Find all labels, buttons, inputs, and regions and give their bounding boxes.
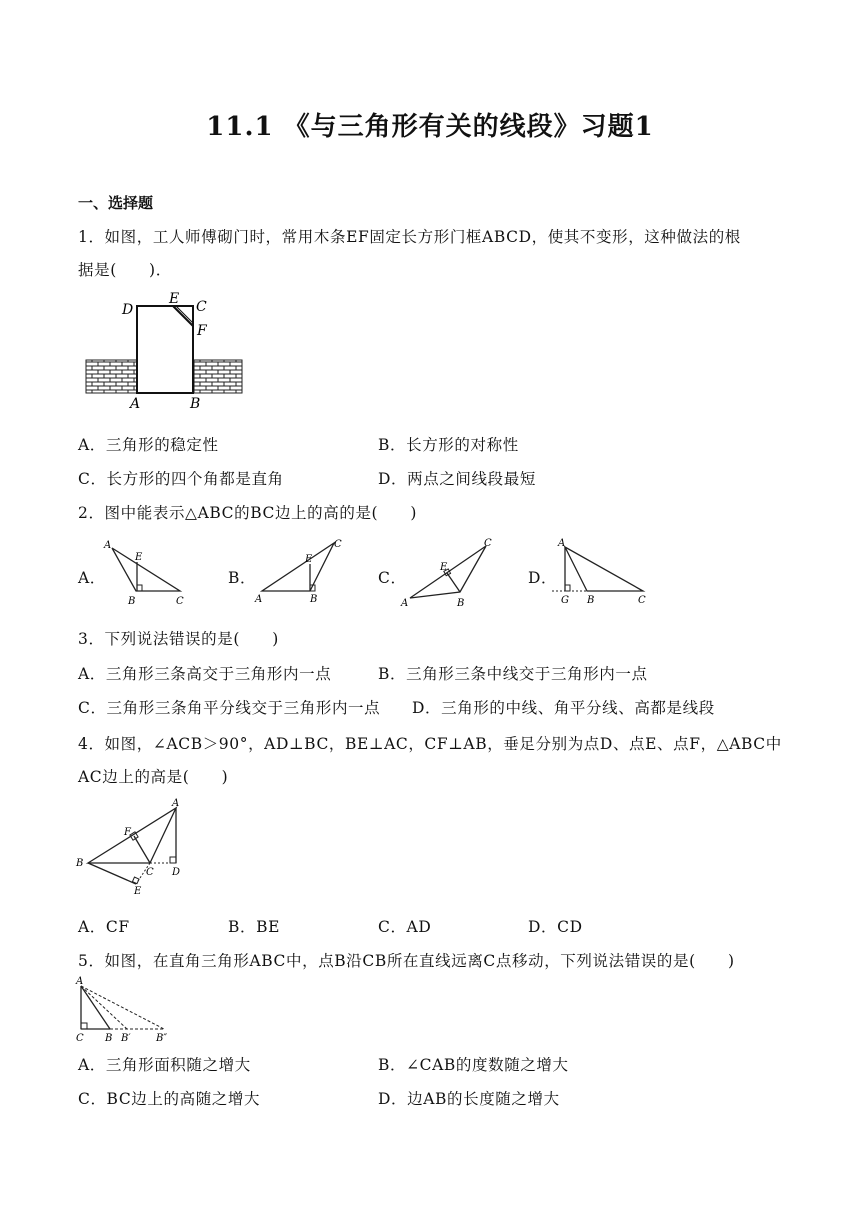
q2-option-c[interactable]: C． <box>378 569 407 587</box>
segment-ab-double-prime <box>81 986 164 1029</box>
q4-label-f: F <box>124 827 131 838</box>
fig-a-label-e: E <box>135 552 143 563</box>
q5-option-d[interactable]: D．边AB的长度随之增大 <box>378 1090 560 1108</box>
fig-b-label-b: B <box>310 594 318 605</box>
brick-wall-left <box>86 360 138 393</box>
page-title: 11.1 《与三角形有关的线段》习题1 <box>206 112 654 142</box>
triangle-abc <box>262 543 334 591</box>
triangle-abc <box>565 547 643 591</box>
q5-option-b[interactable]: B．∠CAB的度数随之增大 <box>378 1056 569 1074</box>
q5-option-c[interactable]: C．BC边上的高随之增大 <box>78 1090 261 1108</box>
fig-d-label-a: A <box>558 538 566 549</box>
q3-option-c[interactable]: C．三角形三条角平分线交于三角形内一点 <box>78 699 381 717</box>
q5-label-b-prime: B′ <box>121 1033 131 1044</box>
q4-stem-line2: AC边上的高是( ) <box>78 768 229 786</box>
fig-c-label-b: B <box>457 598 465 609</box>
label-c: C <box>196 299 207 315</box>
q5-stem: 5．如图，在直角三角形ABC中，点B沿CB所在直线远离C点移动，下列说法错误的是( ) <box>78 952 735 970</box>
label-d: D <box>122 302 134 318</box>
fig-c-label-c: C <box>484 538 492 549</box>
right-angle-mark <box>137 585 142 591</box>
triangle-abc <box>112 548 180 591</box>
q5-label-b: B <box>105 1033 113 1044</box>
q4-triangle-figure <box>74 794 192 896</box>
fig-a-label-c: C <box>176 596 184 606</box>
q1-option-c[interactable]: C．长方形的四个角都是直角 <box>78 470 284 488</box>
right-angle-mark-d <box>170 857 176 863</box>
fig-b-label-a: A <box>255 594 263 605</box>
q4-label-c: C <box>146 867 154 878</box>
fig-b-label-c: C <box>334 539 342 550</box>
q5-label-b-double-prime: B″ <box>156 1033 168 1044</box>
q4-label-a: A <box>172 798 180 809</box>
fig-d-label-c: C <box>638 595 646 606</box>
q1-stem-line1: 1．如图，工人师傅砌门时，常用木条EF固定长方形门框ABCD，使其不变形，这种做法的根 <box>78 228 741 246</box>
q4-label-e: E <box>134 886 142 896</box>
segment-ab-prime <box>81 986 127 1029</box>
q4-option-d[interactable]: D．CD <box>528 918 583 936</box>
fig-a-label-b: B <box>128 596 136 606</box>
q1-door-figure <box>80 290 250 412</box>
q3-option-d[interactable]: D．三角形的中线、角平分线、高都是线段 <box>412 699 715 717</box>
label-f: F <box>197 323 207 339</box>
q4-option-b[interactable]: B．BE <box>228 918 280 936</box>
q4-option-a[interactable]: A．CF <box>78 918 130 936</box>
right-angle-mark <box>565 585 570 591</box>
q4-label-b: B <box>76 858 84 869</box>
brick-wall-right <box>194 360 242 393</box>
q5-triangle-figure <box>72 974 182 1044</box>
q2-figure-a <box>98 538 193 606</box>
q5-option-a[interactable]: A．三角形面积随之增大 <box>78 1056 251 1074</box>
q2-option-a[interactable]: A． <box>78 569 106 587</box>
q1-option-d[interactable]: D．两点之间线段最短 <box>378 470 536 488</box>
triangle-abc <box>88 808 176 863</box>
door-frame-rect <box>137 306 193 393</box>
right-angle-mark <box>81 1023 87 1029</box>
segment-be <box>88 863 136 884</box>
q1-option-b[interactable]: B．长方形的对称性 <box>378 436 519 454</box>
triangle-abc <box>410 546 486 598</box>
fig-d-label-g: G <box>561 595 569 606</box>
q2-stem: 2．图中能表示△ABC的BC边上的高的是( ) <box>78 504 418 522</box>
q2-option-b[interactable]: B． <box>228 569 257 587</box>
q2-figure-b <box>250 538 345 606</box>
fig-c-label-a: A <box>401 598 409 609</box>
q4-label-d: D <box>172 867 181 878</box>
segment-cf <box>134 836 150 863</box>
q2-option-d[interactable]: D． <box>528 569 558 587</box>
label-e: E <box>169 291 180 307</box>
fig-c-label-e: E <box>440 562 448 573</box>
q1-stem-line2: 据是( )． <box>78 261 172 279</box>
q1-option-a[interactable]: A．三角形的稳定性 <box>78 436 219 454</box>
label-a: A <box>130 396 141 412</box>
q5-label-c: C <box>76 1033 84 1044</box>
fig-a-label-a: A <box>104 540 112 551</box>
q2-figure-c <box>398 538 498 610</box>
segment-be <box>447 573 460 592</box>
fig-d-label-b: B <box>587 595 595 606</box>
q3-option-b[interactable]: B．三角形三条中线交于三角形内一点 <box>378 665 648 683</box>
q3-stem: 3．下列说法错误的是( ) <box>78 630 279 648</box>
q4-stem-line1: 4．如图，∠ACB＞90°，AD⊥BC，BE⊥AC，CF⊥AB，垂足分别为点D、点E、点F，△ABC中 <box>78 735 782 753</box>
fig-b-label-e: E <box>305 554 313 565</box>
q3-option-a[interactable]: A．三角形三条高交于三角形内一点 <box>78 665 332 683</box>
q2-figure-d <box>548 536 653 606</box>
label-b: B <box>190 396 201 412</box>
section-heading: 一、选择题 <box>78 194 154 212</box>
q4-option-c[interactable]: C．AD <box>378 918 432 936</box>
q5-label-a: A <box>76 976 84 987</box>
